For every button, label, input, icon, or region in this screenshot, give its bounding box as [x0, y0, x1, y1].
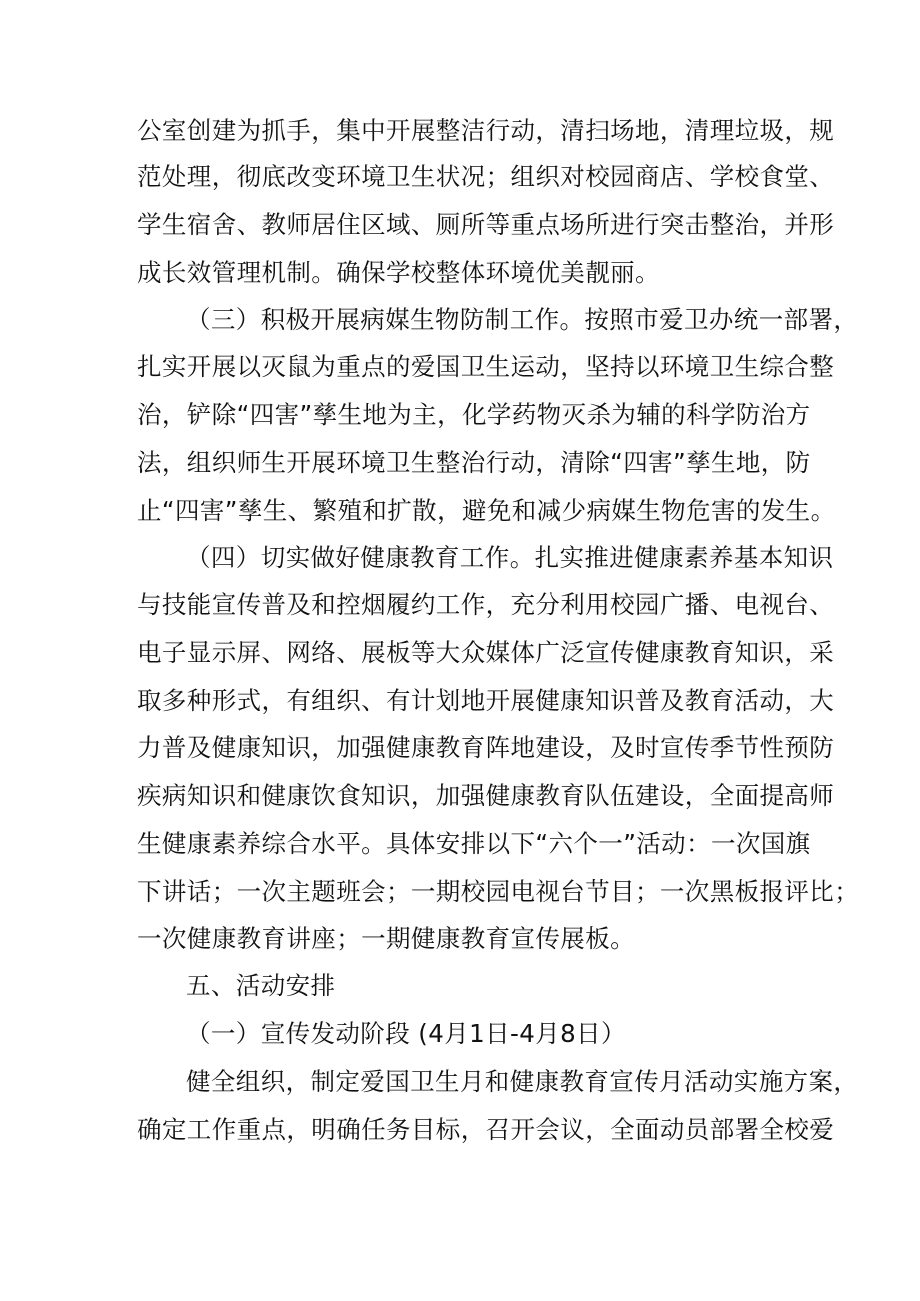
text-line: 疾病知识和健康饮食知识，加强健康教育队伍建设，全面提高师 [137, 781, 835, 810]
text-line: 一次健康教育讲座；一期健康教育宣传展板。 [137, 924, 635, 953]
text-line: 取多种形式，有组织、有计划地开展健康知识普及教育活动，大 [137, 686, 835, 715]
text-line: 与技能宣传普及和控烟履约工作，充分利用校园广播、电视台、 [137, 590, 835, 619]
text-line: 成长效管理机制。确保学校整体环境优美靓丽。 [137, 258, 660, 287]
text-line: 学生宿舍、教师居住区域、厕所等重点场所进行突击整治，并形 [137, 210, 835, 239]
text-line: 下讲话；一次主题班会；一期校园电视台节目；一次黑板报评比； [137, 877, 860, 906]
text-line: 生健康素养综合水平。具体安排以下“六个一”活动：一次国旗 [137, 829, 811, 858]
section-heading-4: （四）切实做好健康教育工作。扎实推进健康素养基本知识 [186, 543, 834, 572]
text-line: 健全组织，制定爱国卫生月和健康教育宣传月活动实施方案， [186, 1067, 859, 1096]
stage-heading-1: （一）宣传发动阶段 (4月1日-4月8日） [186, 1019, 626, 1048]
text-line: 扎实开展以灭鼠为重点的爱国卫生运动，坚持以环境卫生综合整 [137, 352, 835, 381]
section-title-activity-arrangement: 五、活动安排 [186, 971, 336, 1000]
text-line: 治，铲除“四害”孳生地为主，化学药物灭杀为辅的科学防治方 [137, 400, 811, 429]
text-line: 范处理，彻底改变环境卫生状况；组织对校园商店、学校食堂、 [137, 162, 835, 191]
text-line: 确定工作重点，明确任务目标，召开会议，全面动员部署全校爱 [137, 1115, 835, 1144]
text-line: 公室创建为抓手，集中开展整洁行动，清扫场地，清理垃圾，规 [137, 116, 835, 145]
section-heading-3: （三）积极开展病媒生物防制工作。按照市爱卫办统一部署， [186, 305, 859, 334]
text-line: 法，组织师生开展环境卫生整治行动，清除“四害”孳生地，防 [137, 448, 811, 477]
text-line: 力普及健康知识，加强健康教育阵地建设，及时宣传季节性预防 [137, 733, 835, 762]
text-line: 止“四害”孳生、繁殖和扩散，避免和减少病媒生物危害的发生。 [137, 496, 836, 525]
text-line: 电子显示屏、网络、展板等大众媒体广泛宣传健康教育知识，采 [137, 638, 835, 667]
